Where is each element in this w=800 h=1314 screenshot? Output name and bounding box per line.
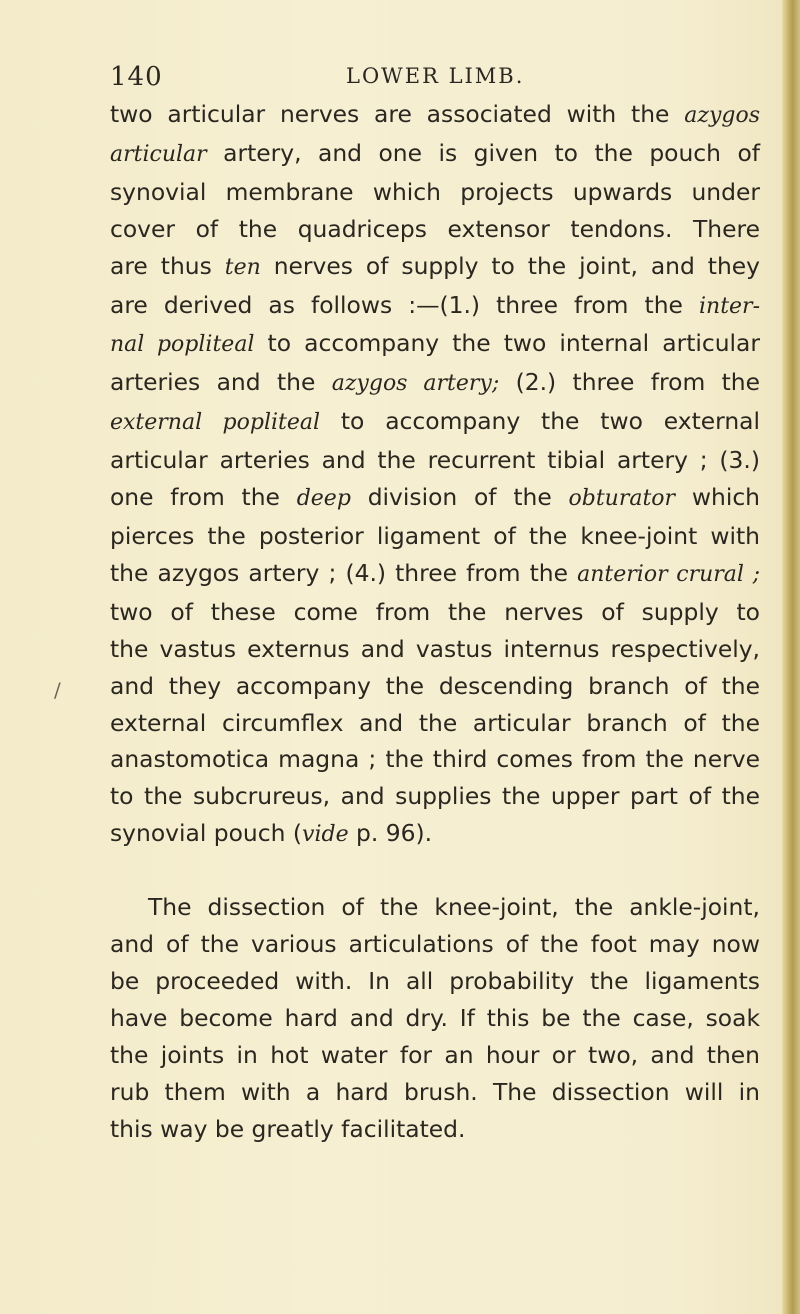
text-run: synovial pouch ( bbox=[110, 819, 303, 848]
text-run: synovial membrane which projects upwards under bbox=[110, 177, 760, 206]
text-line bbox=[110, 1037, 760, 1074]
italic-term: azygos bbox=[684, 103, 760, 128]
paragraph bbox=[110, 889, 760, 1147]
text-run: to accompany the two internal articular bbox=[254, 329, 760, 358]
text-line bbox=[110, 364, 760, 403]
text-run: two of these come from the nerves of supply to bbox=[110, 597, 760, 626]
text-line bbox=[110, 926, 760, 963]
text-line bbox=[110, 1074, 760, 1111]
text-run: are derived as follows :—(1.) three from the bbox=[110, 290, 699, 319]
italic-term: external popliteal bbox=[110, 410, 321, 436]
text-run: to accompany the two external bbox=[320, 407, 760, 436]
text-line bbox=[110, 963, 760, 1000]
margin-pencil-mark: / bbox=[54, 678, 61, 702]
text-line bbox=[110, 174, 760, 211]
text-line bbox=[110, 325, 760, 364]
text-line bbox=[110, 815, 760, 854]
text-run: be proceeded with. In all probability the ligaments bbox=[110, 966, 760, 995]
running-head: LOWER LIMB. bbox=[346, 64, 525, 88]
paragraph-gap bbox=[110, 854, 760, 889]
text-run: (2.) three from the bbox=[499, 368, 760, 397]
text-line bbox=[110, 1000, 760, 1037]
italic-term: nal popliteal bbox=[110, 332, 255, 358]
italic-term: deep bbox=[296, 486, 351, 512]
text-line bbox=[110, 135, 760, 174]
text-run: one from the bbox=[110, 483, 297, 512]
text-run: two articular nerves are associated with the bbox=[110, 100, 685, 128]
text-line bbox=[110, 442, 760, 479]
text-line bbox=[110, 594, 760, 631]
text-run: to the subcrureus, and supplies the upper part of the bbox=[110, 782, 760, 811]
text-line bbox=[110, 741, 760, 778]
text-run: nerves of supply to the joint, and they bbox=[260, 251, 760, 280]
text-run: are thus bbox=[110, 251, 225, 280]
text-run: The dissection of the knee-joint, the ankle-joint, bbox=[148, 893, 760, 922]
italic-term: inter- bbox=[698, 293, 760, 319]
text-run: the azygos artery ; (4.) three from the bbox=[110, 558, 578, 587]
text-line bbox=[110, 705, 760, 742]
text-run: artery, and one is given to the pouch of bbox=[206, 138, 760, 167]
italic-term: anterior crural ; bbox=[577, 561, 760, 587]
text-run: articular arteries and the recurrent tibial artery ; (3.) bbox=[110, 446, 760, 475]
text-line bbox=[110, 287, 760, 326]
text-line bbox=[110, 778, 760, 815]
body-text bbox=[110, 96, 760, 1147]
text-line bbox=[110, 248, 760, 287]
text-line bbox=[110, 1111, 760, 1148]
italic-term: obturator bbox=[568, 486, 676, 512]
text-line bbox=[110, 211, 760, 248]
text-run: cover of the quadriceps extensor tendons. There bbox=[110, 214, 760, 243]
text-run: this way be greatly facilitated. bbox=[110, 1114, 466, 1143]
text-run: p. 96). bbox=[348, 819, 433, 848]
text-run: external circumflex and the articular branch of the bbox=[110, 708, 760, 737]
text-run: and they accompany the descending branch of the bbox=[110, 671, 760, 700]
text-line bbox=[110, 518, 760, 555]
text-line bbox=[110, 668, 760, 705]
italic-term: azygos artery; bbox=[331, 371, 500, 397]
text-run: have become hard and dry. If this be the case, soak bbox=[110, 1003, 760, 1032]
text-run: which bbox=[675, 483, 760, 512]
text-run: division of the bbox=[350, 483, 569, 512]
text-line bbox=[110, 403, 760, 442]
italic-term: articular bbox=[110, 141, 207, 167]
text-run: pierces the posterior ligament of the knee-joint with bbox=[110, 521, 760, 550]
text-run: and of the various articulations of the foot may now bbox=[110, 930, 760, 959]
text-line bbox=[110, 631, 760, 668]
text-run: arteries and the bbox=[110, 368, 332, 397]
text-line bbox=[110, 889, 760, 926]
page-edge bbox=[782, 0, 800, 1314]
page-number: 140 bbox=[110, 62, 163, 92]
text-run: the joints in hot water for an hour or two, and then bbox=[110, 1040, 760, 1069]
paragraph bbox=[110, 96, 760, 854]
text-run: the vastus externus and vastus internus respectively, bbox=[110, 634, 760, 663]
text-line bbox=[110, 555, 760, 594]
text-run: anastomotica magna ; the third comes from the nerve bbox=[110, 745, 760, 774]
italic-term: vide bbox=[302, 822, 349, 848]
italic-term: ten bbox=[224, 254, 261, 280]
text-run: rub them with a hard brush. The dissection will in bbox=[110, 1077, 760, 1106]
text-line bbox=[110, 96, 760, 135]
text-line bbox=[110, 479, 760, 518]
